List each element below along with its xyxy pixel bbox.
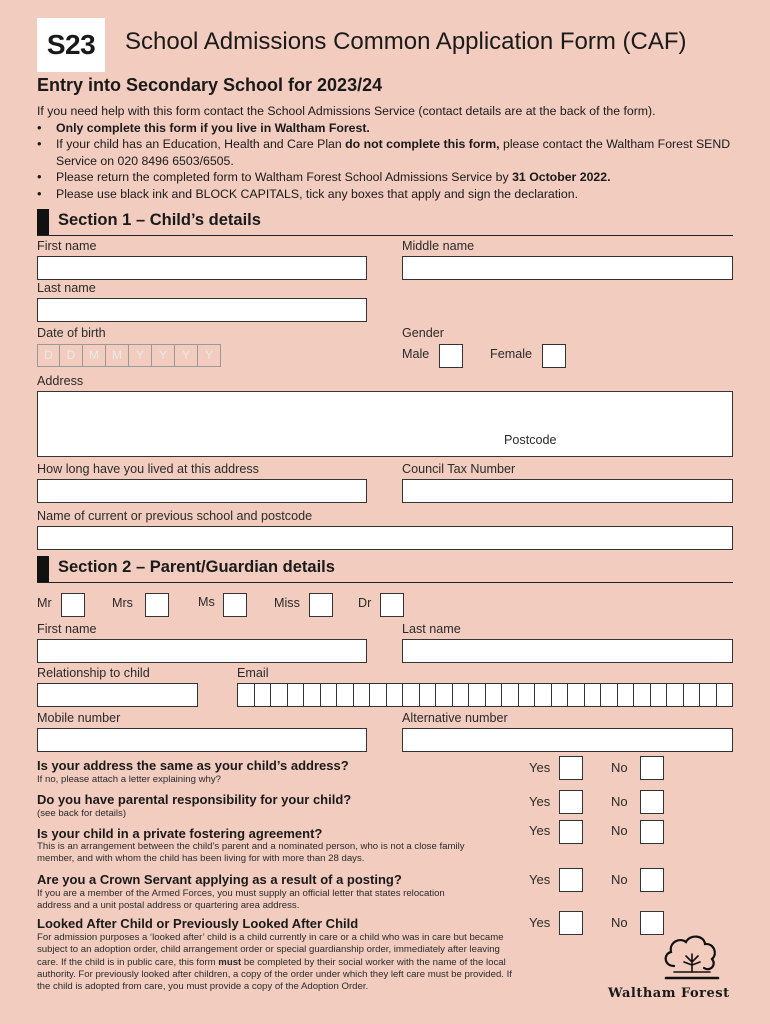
title-mr-label: Mr — [37, 596, 52, 610]
yes-label: Yes — [529, 872, 551, 887]
dob-day-cell[interactable]: D — [60, 344, 83, 367]
female-label: Female — [490, 347, 532, 361]
no-label: No — [611, 823, 628, 838]
email-cell[interactable] — [469, 683, 486, 707]
q-parental-responsibility-no-checkbox[interactable] — [640, 790, 664, 814]
section-2-header — [37, 556, 733, 583]
q-private-fostering-yes-checkbox[interactable] — [559, 820, 583, 844]
dob-month-cell[interactable]: M — [106, 344, 129, 367]
form-title: School Admissions Common Application Form (CAF) — [125, 28, 687, 55]
q-private-fostering-no-checkbox[interactable] — [640, 820, 664, 844]
email-cell[interactable] — [651, 683, 668, 707]
email-cell[interactable] — [634, 683, 651, 707]
email-cell[interactable] — [420, 683, 437, 707]
email-cell[interactable] — [568, 683, 585, 707]
address-label: Address — [37, 374, 84, 388]
bullet-ink: • Please use black ink and BLOCK CAPITALS, tick any boxes that apply and sign the declaration. — [37, 186, 742, 203]
section-1-title: Section 1 – Child’s details — [58, 211, 261, 229]
section-marker — [37, 556, 49, 582]
alt-number-label: Alternative number — [402, 711, 508, 725]
email-cell[interactable] — [700, 683, 717, 707]
intro-instructions — [37, 103, 742, 202]
no-label: No — [611, 872, 628, 887]
school-field[interactable] — [37, 526, 733, 550]
q-parental-responsibility-yes-checkbox[interactable] — [559, 790, 583, 814]
gender-label: Gender — [402, 326, 445, 340]
dob-year-cell[interactable]: Y — [175, 344, 198, 367]
email-cell[interactable] — [354, 683, 371, 707]
q-looked-after-yes-checkbox[interactable] — [559, 911, 583, 935]
q-parental-responsibility: Do you have parental responsibility for your child? — [37, 792, 352, 807]
title-mr-checkbox[interactable] — [61, 593, 85, 617]
q-same-address-yes-checkbox[interactable] — [559, 756, 583, 780]
title-miss-checkbox[interactable] — [309, 593, 333, 617]
form-subtitle: Entry into Secondary School for 2023/24 — [37, 75, 383, 95]
yes-label: Yes — [529, 915, 551, 930]
email-cell[interactable] — [667, 683, 684, 707]
no-label: No — [611, 794, 628, 809]
email-cell[interactable] — [436, 683, 453, 707]
title-mrs-checkbox[interactable] — [145, 593, 169, 617]
yes-label: Yes — [529, 794, 551, 809]
tree-icon — [660, 932, 724, 984]
child-last-name-field[interactable] — [37, 298, 367, 322]
dob-year-cell[interactable]: Y — [198, 344, 221, 367]
title-dr-label: Dr — [358, 596, 372, 610]
postcode-label: Postcode — [504, 433, 557, 447]
alt-number-field[interactable] — [402, 728, 733, 752]
email-cell[interactable] — [585, 683, 602, 707]
email-cell[interactable] — [552, 683, 569, 707]
yes-label: Yes — [529, 760, 551, 775]
q-same-address: Is your address the same as your child’s address? — [37, 758, 349, 773]
council-tax-label: Council Tax Number — [402, 462, 516, 476]
email-cell[interactable] — [304, 683, 321, 707]
dob-year-cell[interactable]: Y — [129, 344, 152, 367]
q-looked-after-note: For admission purposes a ‘looked after’ child is a child currently in care or a child who was in care but became subject to an adoption order, child arrangement order or special guardianship order, immediately after leaving care. If the child is in public care, this form must be completed by their social worker with the name of the local authority. For previously looked after children, a copy of the order under which they left care must be provided. If the child is adopted from care, you must provide a copy of the Adoption Order. — [37, 932, 512, 993]
q-same-address-no-checkbox[interactable] — [640, 756, 664, 780]
parent-last-name-field[interactable] — [402, 639, 733, 663]
child-middle-name-field[interactable] — [402, 256, 733, 280]
dob-year-cell[interactable]: Y — [152, 344, 175, 367]
email-cell[interactable] — [618, 683, 635, 707]
bullet-ehcp: • If your child has an Education, Health and Care Plan do not complete this form, please contact the Waltham Forest SEND Service on 020 8496 6503/6505. — [37, 136, 742, 169]
email-cell[interactable] — [601, 683, 618, 707]
how-long-field[interactable] — [37, 479, 367, 503]
q-crown-servant-yes-checkbox[interactable] — [559, 868, 583, 892]
email-cell[interactable] — [288, 683, 305, 707]
parent-last-name-label: Last name — [402, 622, 461, 636]
no-label: No — [611, 915, 628, 930]
section-1-header — [37, 209, 733, 236]
child-first-name-field[interactable] — [37, 256, 367, 280]
bullet-deadline: • Please return the completed form to Waltham Forest School Admissions Service by 31 October 2022. — [37, 169, 742, 186]
school-label: Name of current or previous school and postcode — [37, 509, 313, 523]
email-cell[interactable] — [403, 683, 420, 707]
email-field[interactable] — [237, 683, 733, 707]
mobile-field[interactable] — [37, 728, 367, 752]
email-cell[interactable] — [535, 683, 552, 707]
q-crown-servant-note: If you are a member of the Armed Forces, you must supply an official letter that states relocation address and a unit postal address or quartering area address. — [37, 888, 445, 912]
email-label: Email — [237, 666, 269, 680]
title-ms-checkbox[interactable] — [223, 593, 247, 617]
male-checkbox[interactable] — [439, 344, 463, 368]
child-first-name-label: First name — [37, 239, 97, 253]
q-private-fostering-note: This is an arrangement between the child’s parent and a nominated person, who is not a close family member, and with whom the child has been living for with more than 28 days. — [37, 841, 465, 865]
how-long-label: How long have you lived at this address — [37, 462, 259, 476]
waltham-forest-logo-text: Waltham Forest — [608, 986, 730, 1001]
title-miss-label: Miss — [274, 596, 300, 610]
parent-first-name-label: First name — [37, 622, 97, 636]
child-last-name-label: Last name — [37, 281, 96, 295]
email-cell[interactable] — [255, 683, 272, 707]
q-looked-after: Looked After Child or Previously Looked After Child — [37, 916, 359, 931]
section-2-title: Section 2 – Parent/Guardian details — [58, 558, 335, 576]
parent-first-name-field[interactable] — [37, 639, 367, 663]
no-label: No — [611, 760, 628, 775]
q-same-address-note: If no, please attach a letter explaining why? — [37, 774, 221, 785]
help-text: If you need help with this form contact the School Admissions Service (contact details are at the back of the form). — [37, 104, 656, 118]
email-cell[interactable] — [453, 683, 470, 707]
yes-label: Yes — [529, 823, 551, 838]
male-label: Male — [402, 347, 430, 361]
dob-field[interactable] — [37, 344, 221, 367]
relationship-label: Relationship to child — [37, 666, 150, 680]
mobile-label: Mobile number — [37, 711, 121, 725]
email-cell[interactable] — [321, 683, 338, 707]
form-code-badge: S23 — [37, 18, 105, 72]
title-mrs-label: Mrs — [112, 596, 133, 610]
email-cell[interactable] — [237, 683, 255, 707]
female-checkbox[interactable] — [542, 344, 566, 368]
email-cell[interactable] — [486, 683, 503, 707]
relationship-field[interactable] — [37, 683, 198, 707]
dob-day-cell[interactable]: D — [37, 344, 60, 367]
child-middle-name-label: Middle name — [402, 239, 475, 253]
email-cell[interactable] — [337, 683, 354, 707]
email-cell[interactable] — [387, 683, 404, 707]
dob-label: Date of birth — [37, 326, 106, 340]
q-crown-servant-no-checkbox[interactable] — [640, 868, 664, 892]
bullet-eligibility: • Only complete this form if you live in Waltham Forest. — [37, 120, 742, 137]
q-parental-responsibility-note: (see back for details) — [37, 808, 127, 819]
title-dr-checkbox[interactable] — [380, 593, 404, 617]
email-cell[interactable] — [502, 683, 519, 707]
email-cell[interactable] — [370, 683, 387, 707]
title-ms-label: Ms — [198, 595, 215, 609]
email-cell[interactable] — [271, 683, 288, 707]
email-cell[interactable] — [717, 683, 734, 707]
q-crown-servant: Are you a Crown Servant applying as a result of a posting? — [37, 872, 402, 887]
section-marker — [37, 209, 49, 235]
council-tax-field[interactable] — [402, 479, 733, 503]
q-private-fostering: Is your child in a private fostering agreement? — [37, 826, 323, 841]
email-cell[interactable] — [519, 683, 536, 707]
email-cell[interactable] — [684, 683, 701, 707]
address-field[interactable] — [37, 391, 733, 457]
dob-month-cell[interactable]: M — [83, 344, 106, 367]
